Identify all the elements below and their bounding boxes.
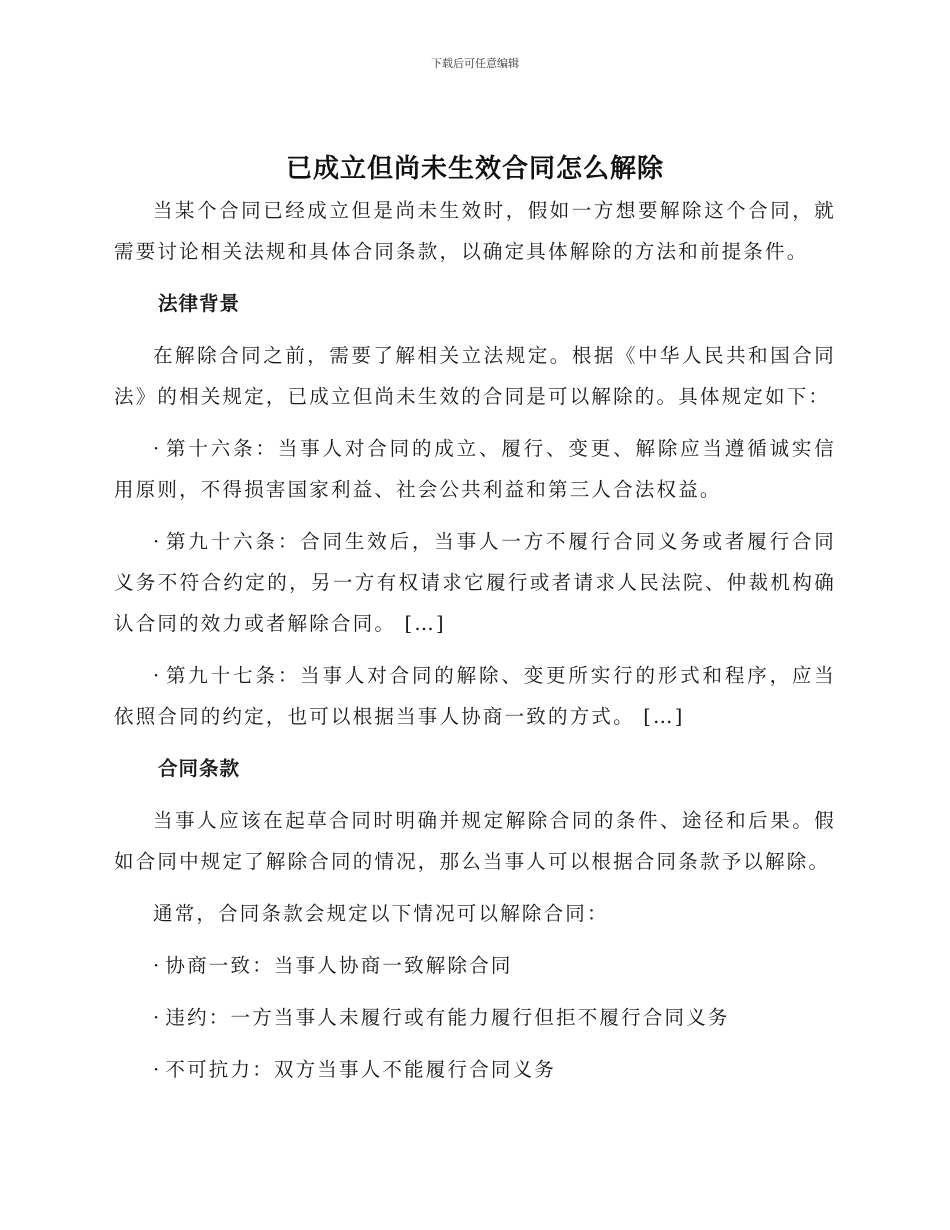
termination-condition-text: 不可抗力：双方当事人不能履行合同义务	[165, 1058, 557, 1081]
document-title: 已成立但尚未生效合同怎么解除	[285, 154, 664, 184]
intro-paragraph: 当某个合同已经成立但是尚未生效时，假如一方想要解除这个合同，就需要讨论相关法规和具体合同条款，以确定具体解除的方法和前提条件。	[114, 199, 836, 263]
bullet-dot: ·	[153, 1058, 162, 1081]
bullet-dot: ·	[153, 1006, 162, 1029]
legal-article-text: 第九十七条：当事人对合同的解除、变更所实行的形式和程序，应当依照合同的约定，也可以根据当事人协商一致的方式。 […]	[114, 664, 836, 728]
section-heading-contract-terms: 合同条款	[158, 757, 241, 780]
legal-article-item	[114, 655, 836, 737]
contract-terms-intro: 通常，合同条款会规定以下情况可以解除合同：	[153, 902, 609, 925]
bullet-dot: ·	[153, 437, 162, 460]
legal-article-item	[114, 521, 836, 644]
section-heading-legal-background: 法律背景	[158, 292, 241, 315]
termination-condition-text: 违约：一方当事人未履行或有能力履行但拒不履行合同义务	[165, 1006, 730, 1029]
bullet-dot: ·	[153, 530, 162, 553]
legal-article-text: 第十六条：当事人对合同的成立、履行、变更、解除应当遵循诚实信用原则，不得损害国家利益、社会公共利益和第三人合法权益。	[114, 437, 836, 501]
contract-terms-paragraph: 当事人应该在起草合同时明确并规定解除合同的条件、途径和后果。假如合同中规定了解除合同的情况，那么当事人可以根据合同条款予以解除。	[114, 809, 836, 873]
termination-condition-item	[114, 1049, 836, 1090]
document-body	[114, 190, 836, 1101]
termination-condition-item	[114, 997, 836, 1038]
termination-condition-item	[114, 945, 836, 986]
bullet-dot: ·	[153, 664, 162, 687]
termination-condition-text: 协商一致：当事人协商一致解除合同	[165, 954, 513, 977]
bullet-dot: ·	[153, 954, 162, 977]
legal-background-paragraph: 在解除合同之前，需要了解相关立法规定。根据《中华人民共和国合同法》的相关规定，已成立但尚未生效的合同是可以解除的。具体规定如下：	[114, 344, 836, 408]
legal-article-item	[114, 428, 836, 510]
legal-article-text: 第九十六条：合同生效后，当事人一方不履行合同义务或者履行合同义务不符合约定的，另一方有权请求它履行或者请求人民法院、仲裁机构确认合同的效力或者解除合同。 […]	[114, 530, 836, 635]
header-note: 下载后可任意编辑	[431, 57, 519, 70]
